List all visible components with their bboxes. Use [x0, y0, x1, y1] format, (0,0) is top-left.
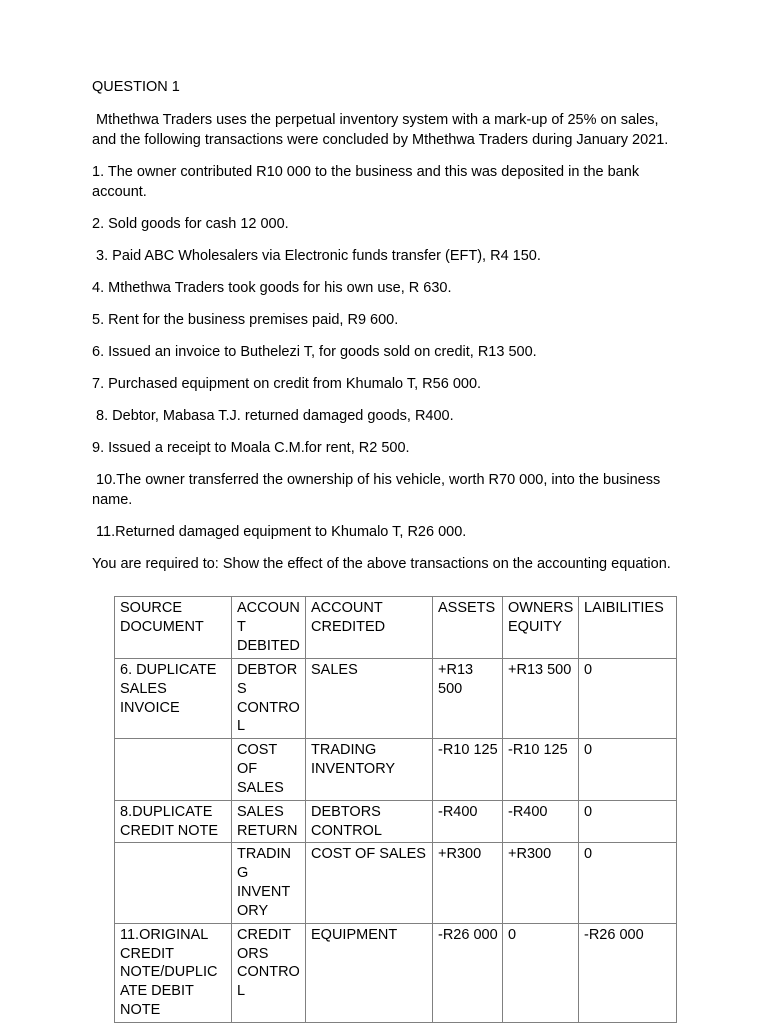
table-row	[115, 923, 677, 1022]
transaction-item-3: 3. Paid ABC Wholesalers via Electronic funds transfer (EFT), R4 150.	[92, 248, 541, 265]
cell-liabilities: -R26 000	[579, 923, 677, 1022]
cell-account-credited: TRADING INVENTORY	[306, 739, 433, 801]
cell-owners-equity: 0	[503, 923, 579, 1022]
transaction-item-10: 10.The owner transferred the ownership of his vehicle, worth R70 000, into the business name.	[92, 472, 665, 509]
cell-assets: -R10 125	[433, 739, 503, 801]
transaction-item-8: 8. Debtor, Mabasa T.J. returned damaged goods, R400.	[92, 408, 454, 425]
transaction-item-5: 5. Rent for the business premises paid, R9 600.	[92, 312, 399, 329]
cell-source-document: 8.DUPLICATE CREDIT NOTE	[115, 800, 232, 843]
cell-source-document: 6. DUPLICATE SALES INVOICE	[115, 658, 232, 738]
transaction-item-4: 4. Mthethwa Traders took goods for his own use, R 630.	[92, 280, 452, 297]
intro-paragraph: Mthethwa Traders uses the perpetual inventory system with a mark-up of 25% on sales, and the following transactions were concluded by Mthethwa Traders during January 2021.	[92, 112, 669, 149]
table-row	[115, 739, 677, 801]
table-row	[115, 658, 677, 738]
document-body	[92, 78, 676, 1023]
cell-liabilities: 0	[579, 800, 677, 843]
cell-owners-equity: -R10 125	[503, 739, 579, 801]
transaction-item-2: 2. Sold goods for cash 12 000.	[92, 216, 289, 233]
accounting-equation-table-wrap	[114, 596, 676, 1023]
accounting-equation-table	[114, 596, 677, 1023]
cell-source-document	[115, 843, 232, 923]
column-header-liabilities: LAIBILITIES	[579, 597, 677, 659]
cell-account-debited: TRADING INVENTORY	[232, 843, 306, 923]
column-header-assets: ASSETS	[433, 597, 503, 659]
cell-owners-equity: +R300	[503, 843, 579, 923]
cell-owners-equity: +R13 500	[503, 658, 579, 738]
cell-source-document: 11.ORIGINAL CREDIT NOTE/DUPLICATE DEBIT NOTE	[115, 923, 232, 1022]
cell-account-credited: DEBTORS CONTROL	[306, 800, 433, 843]
cell-assets: +R13 500	[433, 658, 503, 738]
cell-account-debited: COST OF SALES	[232, 739, 306, 801]
cell-account-credited: COST OF SALES	[306, 843, 433, 923]
cell-account-debited: SALES RETURN	[232, 800, 306, 843]
transaction-item-11: 11.Returned damaged equipment to Khumalo T, R26 000.	[92, 524, 467, 541]
cell-liabilities: 0	[579, 739, 677, 801]
cell-account-credited: EQUIPMENT	[306, 923, 433, 1022]
cell-assets: +R300	[433, 843, 503, 923]
table-row	[115, 800, 677, 843]
transaction-item-6: 6. Issued an invoice to Buthelezi T, for goods sold on credit, R13 500.	[92, 344, 537, 361]
cell-assets: -R26 000	[433, 923, 503, 1022]
cell-account-debited: CREDITORS CONTROL	[232, 923, 306, 1022]
cell-owners-equity: -R400	[503, 800, 579, 843]
cell-assets: -R400	[433, 800, 503, 843]
transaction-item-9: 9. Issued a receipt to Moala C.M.for rent, R2 500.	[92, 440, 410, 457]
transaction-item-1: 1. The owner contributed R10 000 to the business and this was deposited in the bank account.	[92, 164, 644, 201]
page-title: QUESTION 1	[92, 79, 180, 95]
column-header-source-document: SOURCE DOCUMENT	[115, 597, 232, 659]
table-header-row	[115, 597, 677, 659]
cell-liabilities: 0	[579, 843, 677, 923]
column-header-owners-equity: OWNERS EQUITY	[503, 597, 579, 659]
cell-account-credited: SALES	[306, 658, 433, 738]
cell-account-debited: DEBTORS CONTROL	[232, 658, 306, 738]
column-header-account-debited: ACCOUNT DEBITED	[232, 597, 306, 659]
table-row	[115, 843, 677, 923]
instruction-paragraph: You are required to: Show the effect of the above transactions on the accounting equation.	[92, 556, 671, 573]
column-header-account-credited: ACCOUNT CREDITED	[306, 597, 433, 659]
cell-source-document	[115, 739, 232, 801]
transaction-item-7: 7. Purchased equipment on credit from Khumalo T, R56 000.	[92, 376, 482, 393]
cell-liabilities: 0	[579, 658, 677, 738]
